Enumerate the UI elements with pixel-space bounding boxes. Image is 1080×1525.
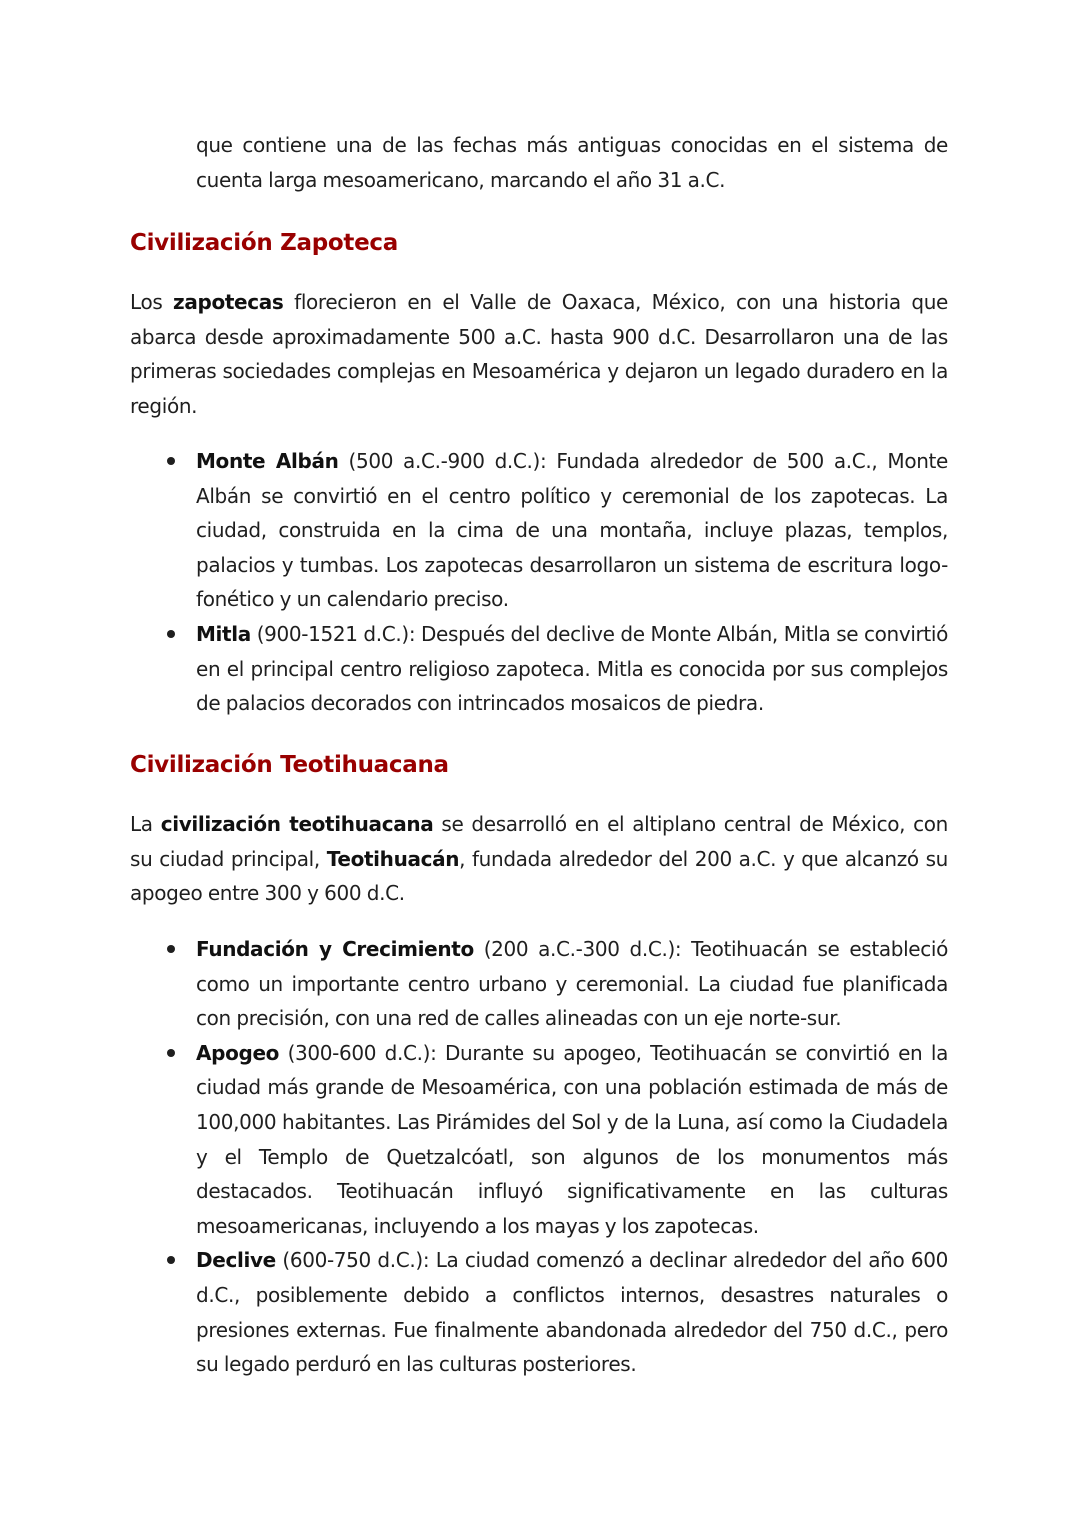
list-item [130,1036,948,1244]
list-item-text: (500 a.C.-900 d.C.): Fundada alrededor de 500 a.C., Monte Albán se convirtió en el centro político y ceremonial de los zapotecas. La ciudad, construida en la cima de una montaña, incluye plazas, templos, palacios y tumbas. Los zapotecas desarrollaron un sistema de escritura logo-fonético y un calendario preciso. [196,449,948,612]
bullet-icon [167,630,175,638]
list-item-title: Monte Albán [196,449,339,473]
list-item-title: Fundación y Crecimiento [196,937,474,961]
list-item-title: Mitla [196,621,251,646]
list-item [130,932,948,1036]
zapoteca-intro-bold: zapotecas [173,290,284,314]
teotihuacana-intro-bold-2: Teotihuacán [326,846,460,871]
continuation-paragraph [196,128,948,197]
list-item [130,1243,948,1381]
bullet-icon [167,1049,175,1057]
zapoteca-intro-post: florecieron en el Valle de Oaxaca, México, con una historia que abarca desde aproximadamente 500 a.C. hasta 900 d.C. Desarrollaron una de las primeras sociedades complejas en Mesoamérica y dejaron un legado duradero en la región. [130,290,949,418]
list-item-text: (600-750 d.C.): La ciudad comenzó a declinar alrededor del año 600 d.C., posiblemente debido a conflictos internos, desastres naturales o presiones externas. Fue finalmente abandonada alrededor del 750 d.C., pero su legado perduró en las culturas posteriores. [196,1248,948,1377]
teotihuacana-intro-mid: se desarrolló en el altiplano central de México, con su ciudad principal, [130,812,948,871]
bullet-icon [167,457,175,465]
list-item-title: Declive [196,1248,276,1273]
teotihuacana-heading: Civilización Teotihuacana [130,752,449,778]
list-item-text: (900-1521 d.C.): Después del declive de Monte Albán, Mitla se convirtió en el principal centro religioso zapoteca. Mitla es conocida por sus complejos de palacios decorados con intrincados mosaicos de piedra. [196,621,948,716]
teotihuacana-intro-pre: La [130,812,161,836]
teotihuacana-bullet-list [130,932,948,1382]
list-item-text: (200 a.C.-300 d.C.): Teotihuacán se estableció como un importante centro urbano y ceremonial. La ciudad fue planificada con precisión, con una red de calles alineadas con un eje norte-sur. [196,937,948,1031]
zapoteca-heading: Civilización Zapoteca [130,230,398,256]
list-item-title: Apogeo [196,1040,280,1065]
teotihuacana-intro-bold-1: civilización teotihuacana [160,812,434,836]
continuation-text: que contiene una de las fechas más antiguas conocidas en el sistema de cuenta larga mesoamericano, marcando el año 31 a.C. [196,133,948,192]
bullet-icon [167,945,175,953]
zapoteca-intro-pre: Los [130,290,174,314]
list-item [130,617,948,721]
teotihuacana-intro-paragraph [130,807,948,911]
teotihuacana-intro-post: , fundada alrededor del 200 a.C. y que alcanzó su apogeo entre 300 y 600 d.C. [130,846,948,906]
zapoteca-bullet-list [130,444,948,721]
list-item [130,444,948,617]
bullet-icon [167,1256,175,1264]
list-item-text: (300-600 d.C.): Durante su apogeo, Teotihuacán se convirtió en la ciudad más grande de Mesoamérica, con una población estimada de más de 100,000 habitantes. Las Pirámides del Sol y de la Luna, así como la Ciudadela y el Templo de Quetzalcóatl, son algunos de los monumentos más destacados. Teotihuacán influyó significativamente en las culturas mesoamericanas, incluyendo a los mayas y los zapotecas. [196,1040,948,1238]
zapoteca-intro-paragraph [130,285,948,423]
